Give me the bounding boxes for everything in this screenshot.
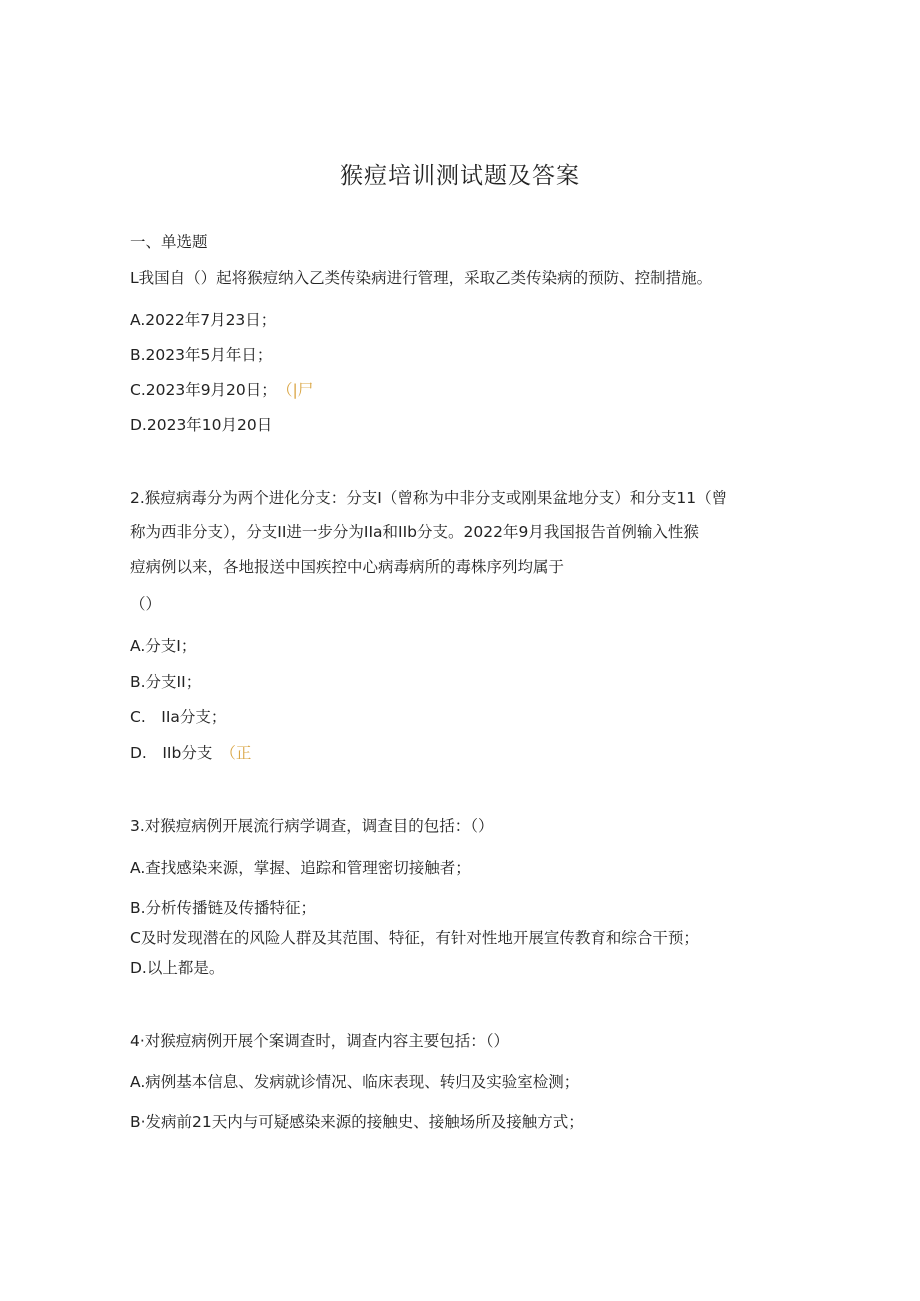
q1-answer-mark: （|尸 bbox=[284, 381, 314, 399]
section-heading: 一、单选题 bbox=[130, 233, 208, 251]
q2-stem-line4: （） bbox=[130, 595, 162, 613]
q3-option-d: D.以上都是。 bbox=[130, 959, 225, 977]
q2-stem-line2: 称为西非分支），分支II进一步分为IIa和IIb分支。2022年9月我国报告首例输入性猴 bbox=[130, 523, 699, 541]
q2-answer-mark: （正 bbox=[220, 744, 252, 762]
q3-option-b: B.分析传播链及传播特征； bbox=[130, 899, 317, 917]
q2-stem-line3: 痘病例以来，各地报送中国疾控中心病毒病所的毒株序列均属于 bbox=[130, 558, 565, 576]
q4-stem: 4·对猴痘病例开展个案调查时，调查内容主要包括：（） bbox=[130, 1032, 510, 1050]
q1-option-a: A.2022年7月23日； bbox=[130, 311, 277, 329]
q1-option-b: B.2023年5月年日； bbox=[130, 346, 273, 364]
q1-stem: L我国自（）起将猴痘纳入乙类传染病进行管理，采取乙类传染病的预防、控制措施。 bbox=[130, 269, 713, 287]
q2-option-d-text: D. IIb分支 bbox=[130, 744, 213, 762]
q2-option-d bbox=[130, 742, 251, 764]
q2-option-b: B.分支II； bbox=[130, 673, 202, 691]
q4-option-a: A.病例基本信息、发病就诊情况、临床表现、转归及实验室检测； bbox=[130, 1073, 580, 1091]
q3-option-a: A.查找感染来源，掌握、追踪和管理密切接触者； bbox=[130, 859, 471, 877]
q4-option-b: B·发病前21天内与可疑感染来源的接触史、接触场所及接触方式； bbox=[130, 1113, 584, 1131]
q3-option-c: C及时发现潜在的风险人群及其范围、特征，有针对性地开展宣传教育和综合干预； bbox=[130, 929, 699, 947]
q2-option-a: A.分支I； bbox=[130, 637, 197, 655]
q3-stem: 3.对猴痘病例开展流行病学调查，调查目的包括：（） bbox=[130, 817, 494, 835]
q2-stem-line1: 2.猴痘病毒分为两个进化分支：分支I（曾称为中非分支或刚果盆地分支）和分支11（曾 bbox=[130, 489, 728, 507]
q2-option-c: C. IIa分支； bbox=[130, 708, 227, 726]
q1-option-c bbox=[130, 379, 313, 401]
document-title: 猴痘培训测试题及答案 bbox=[340, 163, 580, 189]
q1-option-c-text: C.2023年9月20日； bbox=[130, 381, 277, 399]
q1-option-d: D.2023年10月20日 bbox=[130, 416, 273, 434]
